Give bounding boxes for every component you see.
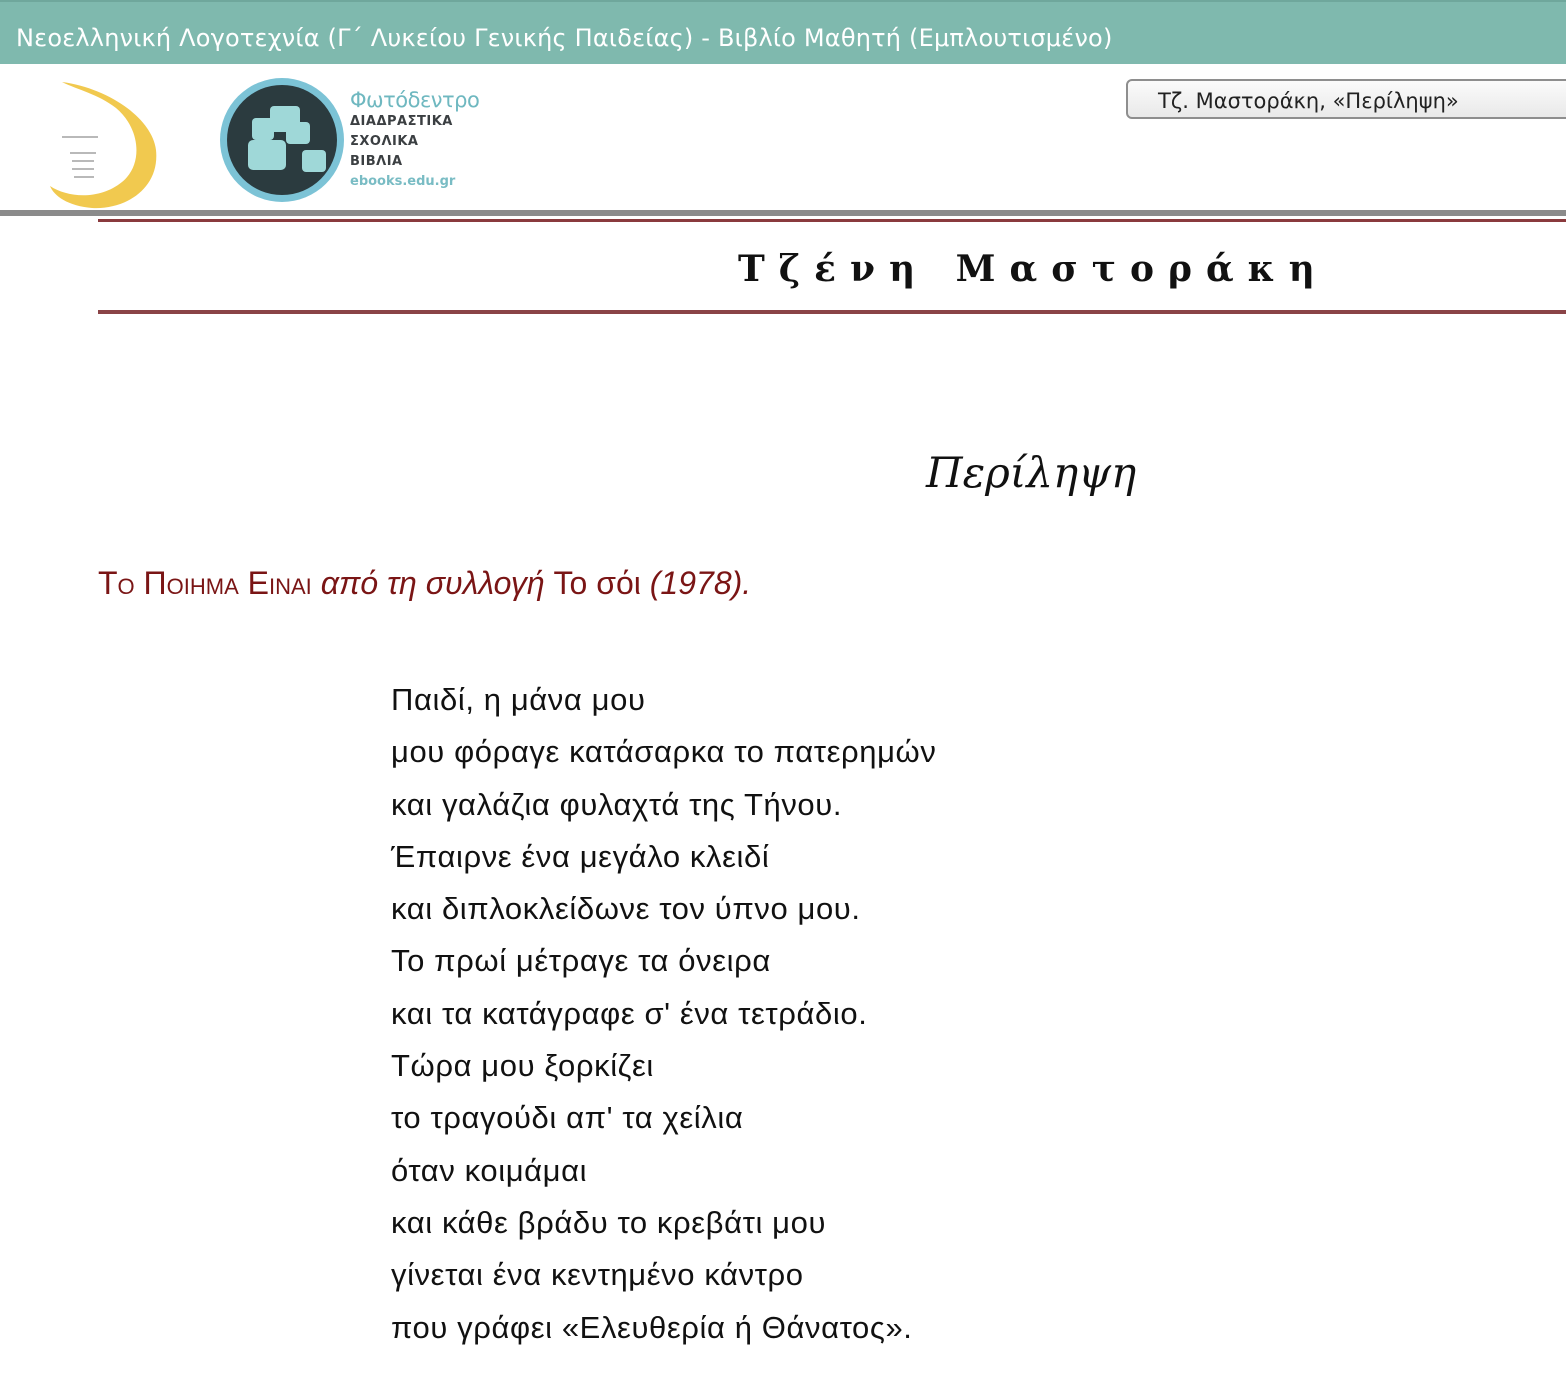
book-title: Νεοελληνική Λογοτεχνία (Γ΄ Λυκείου Γενικής Παιδείας) - Βιβλίο Μαθητή (Εμπλουτισμένο) — [16, 24, 1113, 52]
poem-line: και γαλάζια φυλαχτά της Τήνου. — [391, 786, 843, 822]
source-collection-title: Το σόι — [553, 565, 641, 601]
poem-text — [391, 678, 936, 1358]
header-divider — [0, 210, 1566, 216]
brand-name: Φωτόδεντρο — [350, 88, 480, 112]
title-bar — [0, 0, 1566, 64]
poem-line: και τα κατάγραφε σ' ένα τετράδιο. — [391, 995, 868, 1031]
poem-line: Παιδί, η μάνα μου — [391, 682, 646, 717]
poem-line: που γράφει «Ελευθερία ή Θάνατος». — [391, 1309, 913, 1345]
photodentro-brand — [350, 88, 479, 192]
brand-line-2: ΣΧΟΛΙΚΑ — [350, 134, 419, 149]
poem-line: γίνεται ένα κεντημένο κάντρο — [391, 1257, 804, 1293]
source-note-year: (1978). — [640, 565, 752, 601]
poem-line: Τώρα μου ξορκίζει — [391, 1048, 654, 1084]
author-rule-bottom — [98, 310, 1566, 314]
brand-line-1: ΔΙΑΔΡΑΣΤΙΚΑ — [350, 114, 453, 129]
source-note — [98, 565, 751, 602]
brand-line-3: ΒΙΒΛΙΑ — [350, 154, 403, 169]
author-name: Τζένη Μαστοράκη — [738, 248, 1329, 290]
poem-line: όταν κοιμάμαι — [391, 1152, 588, 1188]
section-select-value: Τζ. Μαστοράκη, «Περίληψη» — [1158, 89, 1459, 113]
poem-line: μου φόραγε κατάσαρκα το πατερημών — [391, 734, 937, 770]
poem-line: και διπλοκλείδωνε τον ύπνο μου. — [391, 891, 861, 927]
brand-url: ebooks.edu.gr — [350, 174, 456, 189]
poem-line: το τραγούδι απ' τα χείλια — [391, 1100, 744, 1136]
section-select[interactable] — [1126, 79, 1566, 119]
poem-title: Περίληψη — [926, 448, 1137, 497]
poem-line: και κάθε βράδυ το κρεβάτι μου — [391, 1204, 827, 1240]
poem-line: Έπαιρνε ένα μεγάλο κλειδί — [391, 838, 770, 874]
author-rule-top — [98, 219, 1566, 222]
poem-line: Το πρωί μέτραγε τα όνειρα — [391, 943, 771, 979]
source-note-lead: Το Ποιημα Ειναι — [98, 565, 312, 601]
source-note-middle: από τη συλλογή — [311, 565, 554, 601]
digital-school-moon-logo-icon[interactable] — [48, 78, 160, 210]
header — [0, 64, 1566, 210]
